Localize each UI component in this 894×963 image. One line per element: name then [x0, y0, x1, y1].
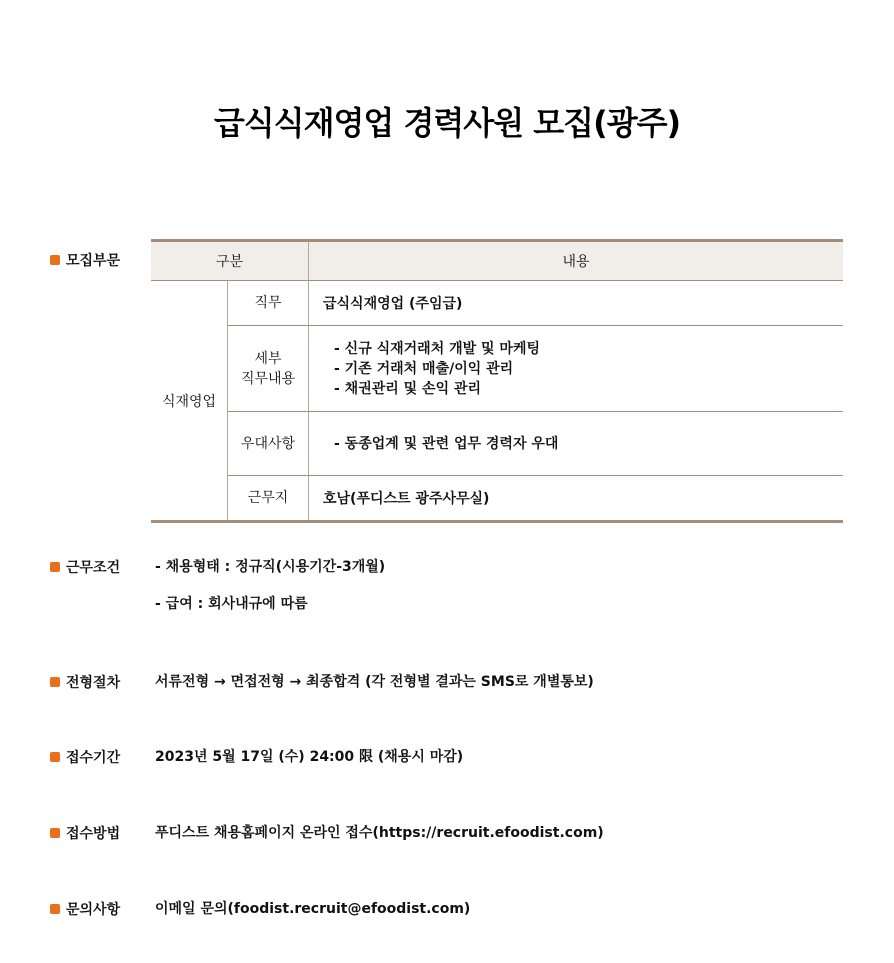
section-label-process: [50, 672, 120, 692]
section-label-text: 접수기간: [66, 750, 121, 766]
row-label-duties: [228, 326, 309, 412]
bullet-icon: [50, 677, 60, 687]
section-label-text: 문의사항: [66, 902, 121, 918]
method-text: 푸디스트 채용홈페이지 온라인 접수(https://recruit.efoodist.com): [155, 825, 604, 841]
row-content-job: 급식식재영업 (주임급): [309, 281, 844, 326]
bullet-icon: [50, 904, 60, 914]
row-label-location: 근무지: [228, 476, 309, 522]
recruit-table: [151, 239, 843, 523]
bullet-icon: [50, 752, 60, 762]
section-label-inquiry: [50, 899, 120, 919]
section-label-period: [50, 747, 120, 767]
list-item: - 신규 식재거래처 개발 및 마케팅: [334, 340, 540, 357]
bullet-icon: [50, 828, 60, 838]
section-label-method: [50, 823, 120, 843]
period-text: 2023년 5월 17일 (수) 24:00 限 (채용시 마감): [155, 749, 464, 765]
conditions-salary: - 급여 : 회사내규에 따름: [155, 596, 308, 612]
bullet-icon: [50, 562, 60, 572]
section-label-text: 근무조건: [66, 560, 121, 576]
row-content-duties: [309, 326, 844, 412]
section-label-text: 전형절차: [66, 675, 121, 691]
row-label-duties-line2: 직무내용: [240, 370, 296, 387]
page-title: 급식식재영업 경력사원 모집(광주): [213, 104, 681, 142]
table-header-content: 내용: [309, 241, 844, 281]
table-row: [151, 281, 843, 326]
row-label-job: 직무: [228, 281, 309, 326]
table-row: [151, 412, 843, 476]
section-label-text: 접수방법: [66, 826, 121, 842]
table-row: [151, 326, 843, 412]
bullet-icon: [50, 255, 60, 265]
inquiry-text: 이메일 문의(foodist.recruit@efoodist.com): [155, 901, 471, 917]
table-group-label: 식재영업: [151, 281, 228, 522]
section-label-conditions: [50, 557, 120, 577]
table-header-category: 구분: [151, 241, 309, 281]
row-content-preference: [309, 412, 844, 476]
table-row: [151, 476, 843, 522]
row-content-location: 호남(푸디스트 광주사무실): [323, 491, 490, 507]
conditions-employment-type: - 채용형태 : 정규직(시용기간-3개월): [155, 559, 386, 575]
section-label-text: 모집부문: [66, 253, 121, 269]
row-label-duties-line1: 세부: [254, 350, 282, 367]
list-item: - 채권관리 및 손익 관리: [334, 380, 482, 397]
list-item: - 동종업계 및 관련 업무 경력자 우대: [334, 435, 559, 452]
list-item: - 기존 거래처 매출/이익 관리: [334, 360, 514, 377]
row-label-preference: 우대사항: [228, 412, 309, 476]
section-label-recruit-dept: [50, 250, 120, 270]
process-text: 서류전형 → 면접전형 → 최종합격 (각 전형별 결과는 SMS로 개별통보): [155, 674, 594, 690]
